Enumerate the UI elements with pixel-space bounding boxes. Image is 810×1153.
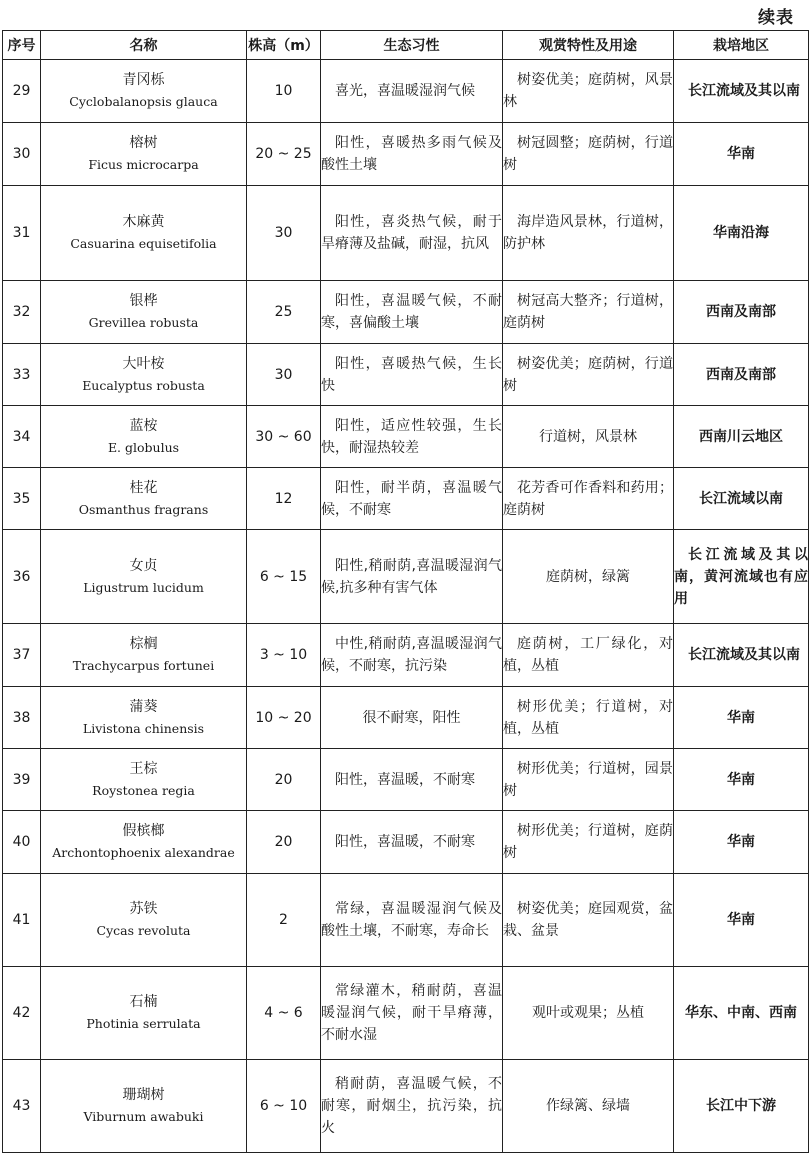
row-ecology: 阳性，喜暖热多雨气候及酸性土壤 (321, 123, 503, 186)
row-no: 42 (3, 967, 41, 1060)
chinese-name: 青冈栎 (122, 72, 165, 88)
row-ecology: 阳性，喜温暖气候，不耐寒，喜偏酸土壤 (321, 281, 503, 344)
row-ornamental: 树冠高大整齐；行道树，庭荫树 (503, 281, 674, 344)
row-ornamental: 树冠圆整；庭荫树，行道树 (503, 123, 674, 186)
chinese-name: 蒲葵 (129, 698, 158, 715)
row-name (41, 344, 247, 406)
row-no: 34 (3, 406, 41, 468)
chinese-name: 棕榈 (129, 636, 158, 652)
latin-name: Eucalyptus robusta (82, 377, 205, 393)
row-name (41, 123, 247, 186)
row-region: 西南及南部 (674, 281, 809, 344)
row-no: 43 (3, 1060, 41, 1153)
row-region: 长江流域及其以南 (674, 624, 809, 687)
row-name (41, 1060, 247, 1153)
row-region: 长江流域及其以南 (674, 60, 809, 123)
row-height: 2 (247, 874, 321, 967)
latin-name: Trachycarpus fortunei (72, 658, 215, 673)
header-ecology: 生态习性 (321, 31, 503, 60)
table-row (3, 186, 809, 281)
continued-label: 续表 (758, 8, 794, 28)
row-region: 华南 (674, 687, 809, 749)
chinese-name: 大叶桉 (122, 355, 165, 372)
row-name (41, 186, 247, 281)
row-ecology: 阳性，耐半荫，喜温暖气候，不耐寒 (321, 468, 503, 530)
row-height: 30 (247, 186, 321, 281)
table-row (3, 624, 809, 687)
row-no: 39 (3, 749, 41, 811)
row-no: 41 (3, 874, 41, 967)
row-region: 华南 (674, 874, 809, 967)
row-height: 6 ~ 15 (247, 530, 321, 624)
row-height: 20 (247, 811, 321, 874)
row-region: 西南及南部 (674, 344, 809, 406)
row-ecology: 很不耐寒，阳性 (321, 687, 503, 749)
row-no: 31 (3, 186, 41, 281)
latin-name: Livistona chinensis (82, 720, 205, 736)
row-height: 20 ~ 25 (247, 123, 321, 186)
chinese-name: 银桦 (129, 293, 158, 309)
latin-name: Ligustrum lucidum (83, 579, 204, 595)
header-ornamental: 观赏特性及用途 (503, 31, 674, 60)
row-region: 长江流域以南 (674, 468, 809, 530)
row-height: 3 ~ 10 (247, 624, 321, 687)
header-no: 序号 (3, 31, 41, 60)
row-region: 长江中下游 (674, 1060, 809, 1153)
row-no: 29 (3, 60, 41, 123)
row-height: 30 (247, 344, 321, 406)
table-row (3, 967, 809, 1060)
row-height: 10 (247, 60, 321, 123)
row-name (41, 749, 247, 811)
row-name (41, 468, 247, 530)
row-ornamental: 行道树，风景林 (503, 406, 674, 468)
table-row (3, 468, 809, 530)
row-ecology: 常绿灌木，稍耐荫，喜温暖湿润气候，耐干旱瘠薄，不耐水湿 (321, 967, 503, 1060)
row-ecology: 阳性，喜温暖，不耐寒 (321, 811, 503, 874)
row-region: 西南川云地区 (674, 406, 809, 468)
row-ornamental: 树形优美；行道树，庭荫树 (503, 811, 674, 874)
row-ecology: 稍耐荫，喜温暖气候，不耐寒，耐烟尘，抗污染，抗火 (321, 1060, 503, 1153)
row-name (41, 281, 247, 344)
row-ornamental: 庭荫树，工厂绿化，对植，丛植 (503, 624, 674, 687)
row-no: 30 (3, 123, 41, 186)
row-ornamental: 庭荫树，绿篱 (503, 530, 674, 624)
row-ecology: 阳性，喜炎热气候，耐于旱瘠薄及盐碱，耐湿，抗风 (321, 186, 503, 281)
row-region: 华南 (674, 123, 809, 186)
table-row (3, 874, 809, 967)
row-ornamental: 海岸造风景林，行道树，防护林 (503, 186, 674, 281)
row-height: 6 ~ 10 (247, 1060, 321, 1153)
row-ecology: 阳性，喜暖热气候，生长快 (321, 344, 503, 406)
row-height: 10 ~ 20 (247, 687, 321, 749)
row-region: 华南 (674, 811, 809, 874)
row-ecology: 阳性,稍耐荫,喜温暖湿润气候,抗多种有害气体 (321, 530, 503, 624)
row-region: 华东、中南、西南 (674, 967, 809, 1060)
table-row (3, 406, 809, 468)
row-no: 35 (3, 468, 41, 530)
row-name (41, 874, 247, 967)
row-ornamental: 树形优美；行道树，园景树 (503, 749, 674, 811)
row-name (41, 687, 247, 749)
latin-name: Cycas revoluta (96, 923, 191, 938)
latin-name: Archontophoenix alexandrae (52, 845, 235, 860)
row-no: 32 (3, 281, 41, 344)
table-row (3, 344, 809, 406)
row-ecology: 中性,稍耐荫,喜温暖湿润气候，不耐寒，抗污染 (321, 624, 503, 687)
table-row (3, 1060, 809, 1153)
row-name (41, 624, 247, 687)
table-row (3, 749, 809, 811)
row-name (41, 530, 247, 624)
latin-name: Casuarina equisetifolia (70, 236, 217, 251)
latin-name: Cyclobalanopsis glauca (69, 94, 218, 109)
row-ornamental: 树姿优美；庭荫树，风景林 (503, 60, 674, 123)
table-row (3, 530, 809, 624)
chinese-name: 珊瑚树 (122, 1087, 165, 1103)
row-no: 38 (3, 687, 41, 749)
chinese-name: 女贞 (129, 557, 158, 574)
row-height: 20 (247, 749, 321, 811)
row-ecology: 喜光，喜温暖湿润气候 (321, 60, 503, 123)
table-row (3, 811, 809, 874)
chinese-name: 榕树 (129, 135, 158, 151)
row-name (41, 967, 247, 1060)
row-height: 30 ~ 60 (247, 406, 321, 468)
table-row (3, 281, 809, 344)
latin-name: Osmanthus fragrans (78, 501, 209, 517)
row-height: 25 (247, 281, 321, 344)
header-height: 株高（m） (247, 31, 321, 60)
row-region: 华南沿海 (674, 186, 809, 281)
chinese-name: 假槟榔 (122, 823, 165, 839)
chinese-name: 蓝桉 (129, 417, 158, 434)
row-height: 4 ~ 6 (247, 967, 321, 1060)
row-ornamental: 作绿篱、绿墙 (503, 1060, 674, 1153)
row-ornamental: 树姿优美；庭园观赏，盆栽、盆景 (503, 874, 674, 967)
chinese-name: 王棕 (129, 760, 158, 777)
row-ecology: 常绿，喜温暖湿润气候及酸性土壤，不耐寒，寿命长 (321, 874, 503, 967)
row-ornamental: 树姿优美；庭荫树，行道树 (503, 344, 674, 406)
header-row (3, 31, 809, 60)
latin-name: Roystonea regia (92, 782, 195, 798)
header-name: 名称 (41, 31, 247, 60)
latin-name: Grevillea robusta (88, 315, 199, 330)
row-name (41, 60, 247, 123)
row-no: 40 (3, 811, 41, 874)
table-row (3, 687, 809, 749)
row-ornamental: 观叶或观果；丛植 (503, 967, 674, 1060)
row-name (41, 811, 247, 874)
latin-name: Ficus microcarpa (88, 157, 199, 172)
chinese-name: 桂花 (129, 479, 158, 496)
plant-table (2, 30, 809, 1153)
latin-name: E. globulus (107, 439, 180, 455)
latin-name: Viburnum awabuki (83, 1109, 204, 1124)
row-region: 华南 (674, 749, 809, 811)
row-region: 长江流域及其以南，黄河流域也有应用 (674, 530, 809, 624)
row-ecology: 阳性，适应性较强，生长快，耐湿热较差 (321, 406, 503, 468)
row-height: 12 (247, 468, 321, 530)
header-region: 栽培地区 (674, 31, 809, 60)
row-ecology: 阳性，喜温暖，不耐寒 (321, 749, 503, 811)
row-name (41, 406, 247, 468)
row-ornamental: 树形优美；行道树，对植，丛植 (503, 687, 674, 749)
row-no: 36 (3, 530, 41, 624)
table-row (3, 60, 809, 123)
row-ornamental: 花芳香可作香料和药用；庭荫树 (503, 468, 674, 530)
table-row (3, 123, 809, 186)
chinese-name: 苏铁 (129, 901, 158, 917)
chinese-name: 木麻黄 (122, 214, 165, 230)
row-no: 33 (3, 344, 41, 406)
chinese-name: 石楠 (129, 994, 158, 1010)
latin-name: Photinia serrulata (86, 1016, 201, 1031)
row-no: 37 (3, 624, 41, 687)
